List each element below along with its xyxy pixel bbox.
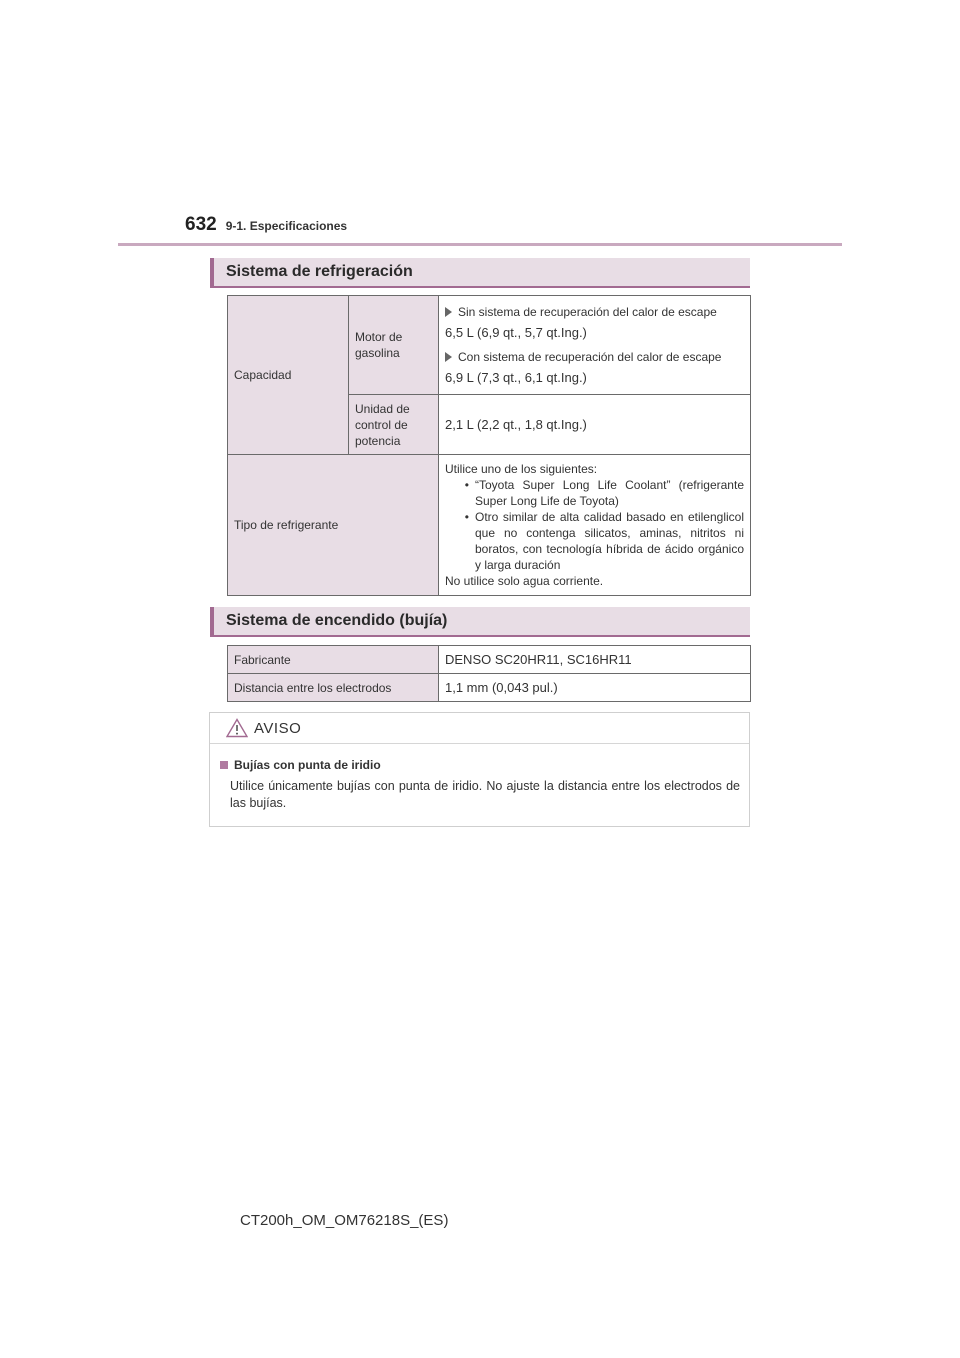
warning-triangle-icon xyxy=(226,718,248,738)
option2-value: 6,9 L (7,3 qt., 6,1 qt.Ing.) xyxy=(445,370,587,385)
cooling-spec-table xyxy=(227,295,751,596)
option-with-recovery xyxy=(445,350,744,364)
option1-value: 6,5 L (6,9 qt., 5,7 qt.Ing.) xyxy=(445,325,587,340)
coolant-type-label: Tipo de refrigerante xyxy=(228,455,439,596)
option2-label: Con sistema de recuperación del calor de escape xyxy=(458,350,722,364)
option-no-recovery xyxy=(445,305,744,319)
chapter-title: 9-1. Especificaciones xyxy=(225,219,348,233)
table-row xyxy=(228,674,751,702)
warning-title: AVISO xyxy=(254,719,302,737)
electrode-gap-value: 1,1 mm (0,043 pul.) xyxy=(439,674,751,702)
warning-box xyxy=(209,712,750,827)
manufacturer-value: DENSO SC20HR11, SC16HR11 xyxy=(439,646,751,674)
warning-subheading xyxy=(220,758,381,772)
option1-label: Sin sistema de recuperación del calor de escape xyxy=(458,305,717,319)
warning-subtitle: Bujías con punta de iridio xyxy=(234,758,381,772)
triangle-bullet-icon xyxy=(445,352,452,362)
header-divider xyxy=(118,243,842,246)
electrode-gap-label: Distancia entre los electrodos xyxy=(228,674,439,702)
coolant-bullet xyxy=(445,509,744,573)
bullet-dot-icon: • xyxy=(464,510,469,524)
square-bullet-icon xyxy=(220,761,228,769)
bullet-dot-icon: • xyxy=(464,478,469,492)
page-header xyxy=(185,214,347,242)
engine-capacity-cell xyxy=(439,296,751,395)
warning-text: Utilice únicamente bujías con punta de iridio. No ajuste la distancia entre los electrodos de las bujías. xyxy=(230,779,740,810)
engine-label: Motor de gasolina xyxy=(349,296,439,395)
pcu-label: Unidad de control de potencia xyxy=(349,395,439,455)
pcu-value: 2,1 L (2,2 qt., 1,8 qt.Ing.) xyxy=(439,395,751,455)
coolant-bullet2: Otro similar de alta calidad basado en etilenglicol que no contenga silicatos, aminas, nitritos ni boratos, con tecnología híbrida de ácido orgánico y larga duración xyxy=(475,510,744,572)
manufacturer-label: Fabricante xyxy=(228,646,439,674)
coolant-intro: Utilice uno de los siguientes: xyxy=(445,462,598,476)
section-title-cooling: Sistema de refrigeración xyxy=(210,258,750,288)
document-code: CT200h_OM_OM76218S_(ES) xyxy=(240,1212,449,1229)
coolant-bullet xyxy=(445,477,744,509)
capacity-label: Capacidad xyxy=(228,296,349,455)
coolant-note: No utilice solo agua corriente. xyxy=(445,574,604,588)
coolant-bullet1: “Toyota Super Long Life Coolant” (refrigerante Super Long Life de Toyota) xyxy=(475,478,744,508)
coolant-type-cell xyxy=(439,455,751,596)
page-number: 632 xyxy=(185,214,217,235)
table-row xyxy=(228,646,751,674)
warning-header xyxy=(210,713,749,744)
triangle-bullet-icon xyxy=(445,307,452,317)
section-title-ignition: Sistema de encendido (bujía) xyxy=(210,607,750,637)
ignition-spec-table xyxy=(227,645,751,702)
